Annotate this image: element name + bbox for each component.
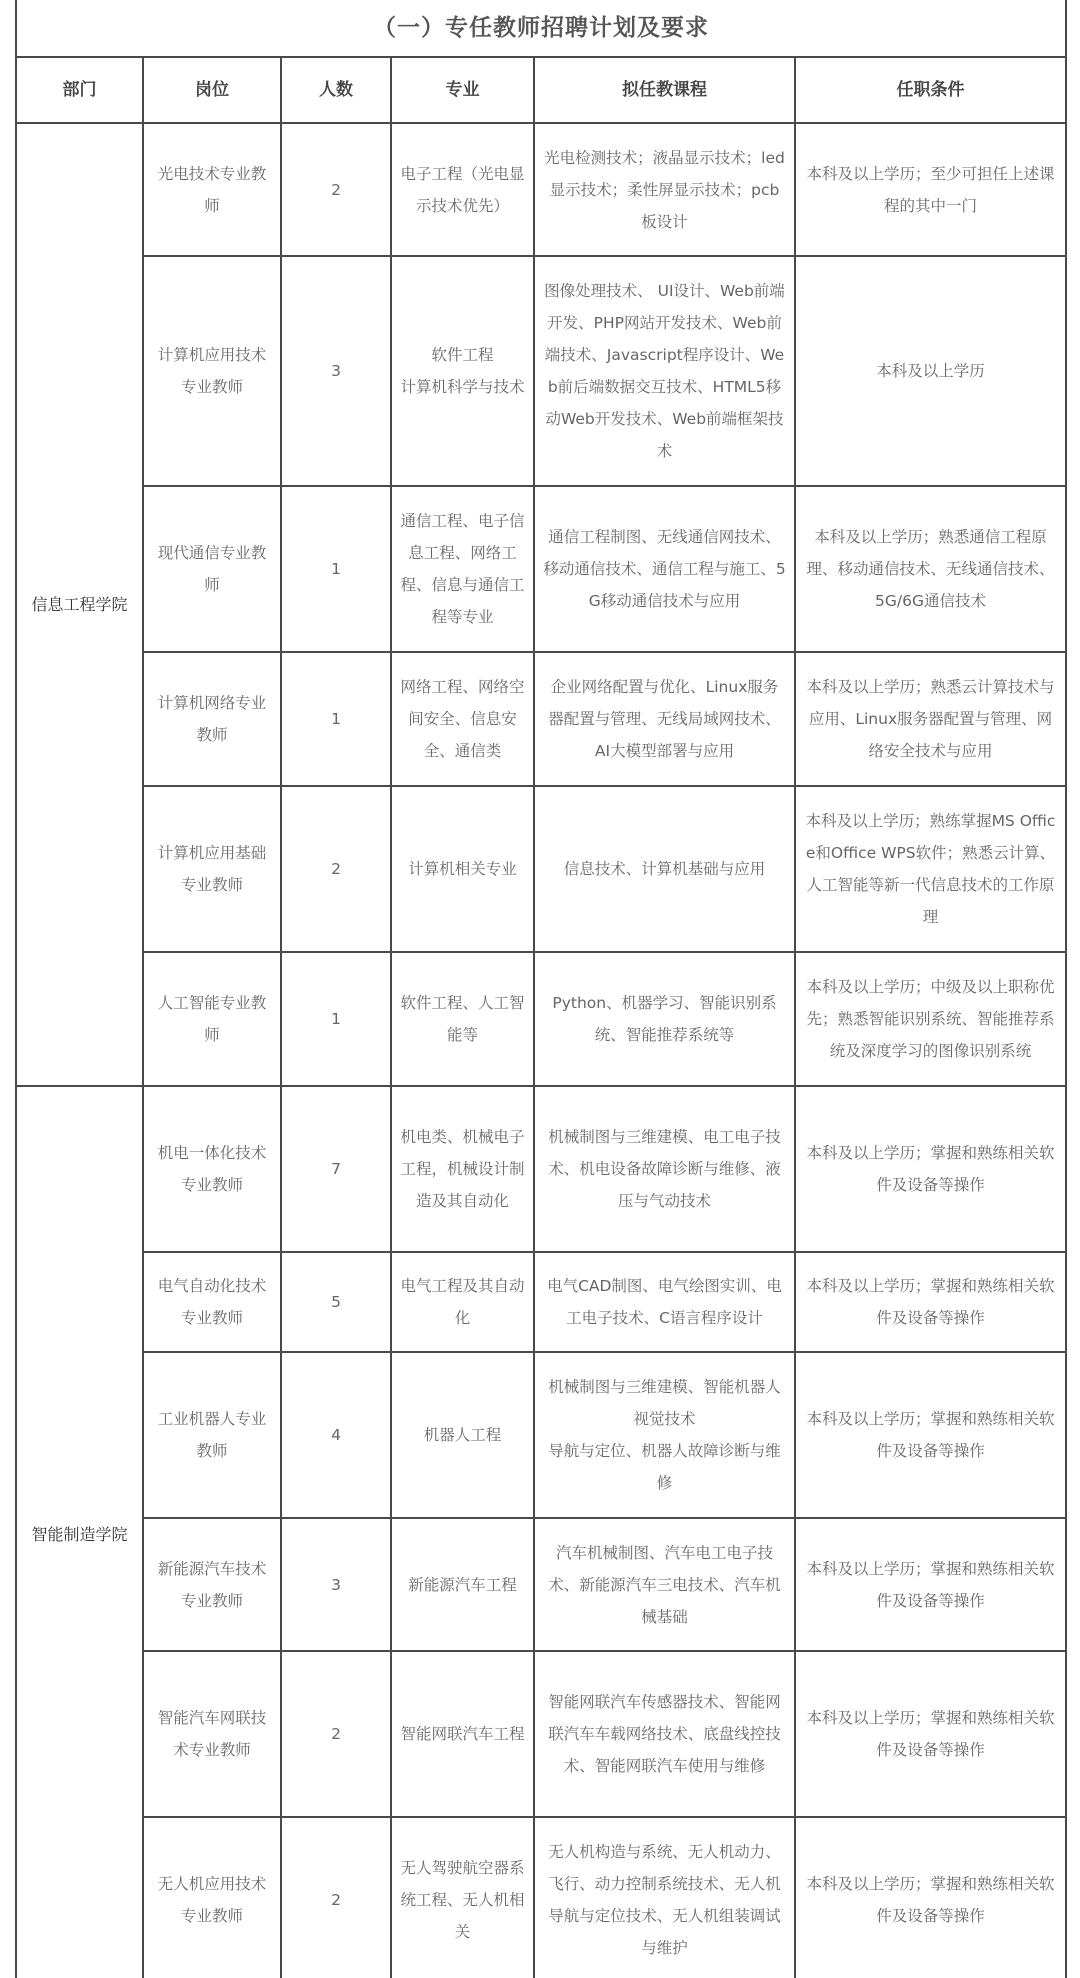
requirements-cell: 本科及以上学历 xyxy=(795,256,1066,486)
major-cell: 智能网联汽车工程 xyxy=(391,1651,534,1817)
department-cell: 信息工程学院 xyxy=(16,123,143,1086)
count-cell: 4 xyxy=(281,1352,391,1518)
count-cell: 3 xyxy=(281,1518,391,1651)
title-row xyxy=(16,0,1066,57)
post-cell: 新能源汽车技术专业教师 xyxy=(143,1518,281,1651)
courses-cell: 无人机构造与系统、无人机动力、飞行、动力控制系统技术、无人机导航与定位技术、无人机组装调试与维护 xyxy=(534,1817,795,1978)
table-row xyxy=(16,1651,1066,1817)
major-cell: 电气工程及其自动化 xyxy=(391,1252,534,1352)
requirements-cell: 本科及以上学历；掌握和熟练相关软件及设备等操作 xyxy=(795,1651,1066,1817)
requirements-cell: 本科及以上学历；熟悉通信工程原理、移动通信技术、无线通信技术、5G/6G通信技术 xyxy=(795,486,1066,652)
col-header-post: 岗位 xyxy=(143,57,281,123)
courses-cell: 机械制图与三维建模、智能机器人视觉技术 导航与定位、机器人故障诊断与维修 xyxy=(534,1352,795,1518)
major-cell: 新能源汽车工程 xyxy=(391,1518,534,1651)
table-row xyxy=(16,1817,1066,1978)
col-header-count: 人数 xyxy=(281,57,391,123)
table-row xyxy=(16,123,1066,256)
major-cell: 软件工程、人工智能等 xyxy=(391,952,534,1086)
requirements-cell: 本科及以上学历；中级及以上职称优先；熟悉智能识别系统、智能推荐系统及深度学习的图像识别系统 xyxy=(795,952,1066,1086)
requirements-cell: 本科及以上学历；熟悉云计算技术与应用、Linux服务器配置与管理、网络安全技术与应用 xyxy=(795,652,1066,786)
post-cell: 机电一体化技术专业教师 xyxy=(143,1086,281,1252)
count-cell: 1 xyxy=(281,486,391,652)
count-cell: 1 xyxy=(281,952,391,1086)
major-cell: 机器人工程 xyxy=(391,1352,534,1518)
header-row xyxy=(16,57,1066,123)
courses-cell: 电气CAD制图、电气绘图实训、电工电子技术、C语言程序设计 xyxy=(534,1252,795,1352)
post-cell: 智能汽车网联技术专业教师 xyxy=(143,1651,281,1817)
post-cell: 人工智能专业教师 xyxy=(143,952,281,1086)
count-cell: 7 xyxy=(281,1086,391,1252)
requirements-cell: 本科及以上学历；掌握和熟练相关软件及设备等操作 xyxy=(795,1817,1066,1978)
requirements-cell: 本科及以上学历；掌握和熟练相关软件及设备等操作 xyxy=(795,1252,1066,1352)
count-cell: 2 xyxy=(281,786,391,952)
requirements-cell: 本科及以上学历；至少可担任上述课程的其中一门 xyxy=(795,123,1066,256)
col-header-department: 部门 xyxy=(16,57,143,123)
table-row xyxy=(16,1518,1066,1651)
post-cell: 计算机网络专业教师 xyxy=(143,652,281,786)
courses-cell: 企业网络配置与优化、Linux服务器配置与管理、无线局域网技术、AI大模型部署与应用 xyxy=(534,652,795,786)
count-cell: 3 xyxy=(281,256,391,486)
requirements-cell: 本科及以上学历；掌握和熟练相关软件及设备等操作 xyxy=(795,1518,1066,1651)
major-cell: 网络工程、网络空间安全、信息安全、通信类 xyxy=(391,652,534,786)
table-row xyxy=(16,256,1066,486)
post-cell: 计算机应用技术专业教师 xyxy=(143,256,281,486)
col-header-courses: 拟任教课程 xyxy=(534,57,795,123)
count-cell: 2 xyxy=(281,1651,391,1817)
count-cell: 1 xyxy=(281,652,391,786)
major-cell: 通信工程、电子信息工程、网络工程、信息与通信工程等专业 xyxy=(391,486,534,652)
courses-cell: 通信工程制图、无线通信网技术、移动通信技术、通信工程与施工、5G移动通信技术与应用 xyxy=(534,486,795,652)
count-cell: 2 xyxy=(281,1817,391,1978)
recruitment-table xyxy=(15,0,1067,1978)
major-cell: 软件工程 计算机科学与技术 xyxy=(391,256,534,486)
table-row xyxy=(16,1086,1066,1252)
major-cell: 电子工程（光电显示技术优先） xyxy=(391,123,534,256)
courses-cell: 图像处理技术、 UI设计、Web前端开发、PHP网站开发技术、Web前端技术、Javascript程序设计、Web前后端数据交互技术、HTML5移动Web开发技术、Web前端框架技术 xyxy=(534,256,795,486)
requirements-cell: 本科及以上学历；熟练掌握MS Office和Office WPS软件；熟悉云计算、人工智能等新一代信息技术的工作原理 xyxy=(795,786,1066,952)
table-row xyxy=(16,1352,1066,1518)
major-cell: 计算机相关专业 xyxy=(391,786,534,952)
col-header-major: 专业 xyxy=(391,57,534,123)
courses-cell: Python、机器学习、智能识别系统、智能推荐系统等 xyxy=(534,952,795,1086)
requirements-cell: 本科及以上学历；掌握和熟练相关软件及设备等操作 xyxy=(795,1352,1066,1518)
requirements-cell: 本科及以上学历；掌握和熟练相关软件及设备等操作 xyxy=(795,1086,1066,1252)
courses-cell: 信息技术、计算机基础与应用 xyxy=(534,786,795,952)
department-cell: 智能制造学院 xyxy=(16,1086,143,1978)
post-cell: 无人机应用技术专业教师 xyxy=(143,1817,281,1978)
major-cell: 机电类、机械电子工程，机械设计制造及其自动化 xyxy=(391,1086,534,1252)
courses-cell: 机械制图与三维建模、电工电子技术、机电设备故障诊断与维修、液压与气动技术 xyxy=(534,1086,795,1252)
table-row xyxy=(16,1252,1066,1352)
count-cell: 2 xyxy=(281,123,391,256)
post-cell: 现代通信专业教师 xyxy=(143,486,281,652)
count-cell: 5 xyxy=(281,1252,391,1352)
major-cell: 无人驾驶航空器系统工程、无人机相关 xyxy=(391,1817,534,1978)
col-header-requirements: 任职条件 xyxy=(795,57,1066,123)
courses-cell: 光电检测技术；液晶显示技术；led显示技术；柔性屏显示技术；pcb板设计 xyxy=(534,123,795,256)
post-cell: 工业机器人专业教师 xyxy=(143,1352,281,1518)
post-cell: 光电技术专业教师 xyxy=(143,123,281,256)
courses-cell: 汽车机械制图、汽车电工电子技术、新能源汽车三电技术、汽车机械基础 xyxy=(534,1518,795,1651)
courses-cell: 智能网联汽车传感器技术、智能网联汽车车载网络技术、底盘线控技术、智能网联汽车使用与维修 xyxy=(534,1651,795,1817)
table-row xyxy=(16,952,1066,1086)
table-title: （一）专任教师招聘计划及要求 xyxy=(16,0,1066,57)
table-row xyxy=(16,652,1066,786)
post-cell: 计算机应用基础专业教师 xyxy=(143,786,281,952)
post-cell: 电气自动化技术专业教师 xyxy=(143,1252,281,1352)
table-row xyxy=(16,486,1066,652)
table-row xyxy=(16,786,1066,952)
